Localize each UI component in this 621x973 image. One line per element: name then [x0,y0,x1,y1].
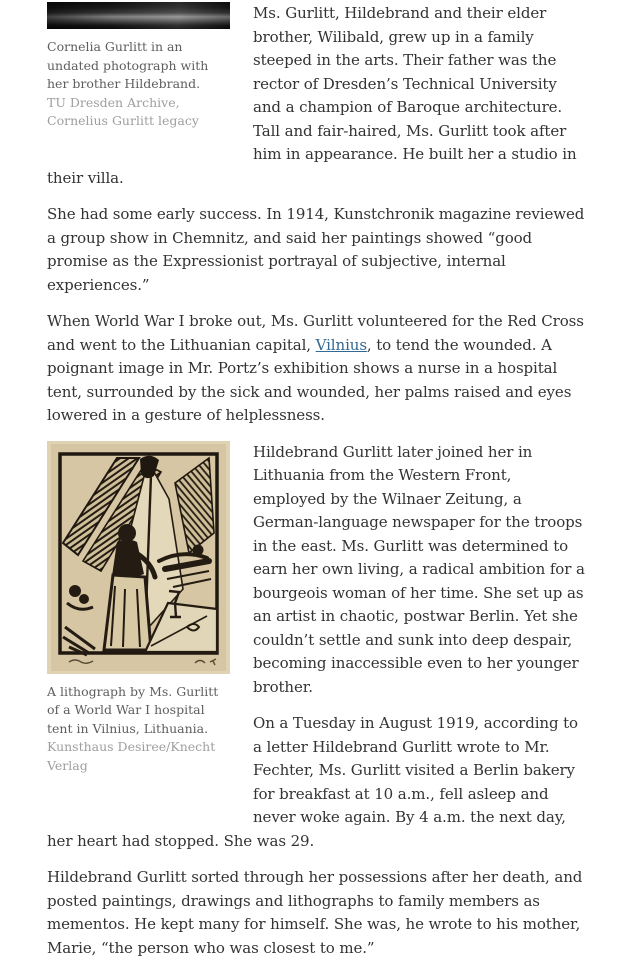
article-paragraph-2: She had some early success. In 1914, Kunstchronik magazine reviewed a group show in Chemnitz, and said her paintings showed “good promise as the Expressionist portrayal of subjective, internal experiences.” [47,205,585,294]
article-section-top [47,2,588,428]
article-section-lithograph [47,441,588,854]
lithograph-caption-credit: Kunsthaus Desiree/Knecht Verlag [47,739,216,773]
paragraph-3-text-after-link: , to tend the wounded. A poignant image in Mr. Portz’s exhibition shows a nurse in a hospital tent, surrounded by the sick and wounded, her palms raised and eyes lowered in a gesture of helplessness. [47,335,572,424]
article-paragraph-1: Ms. Gurlitt, Hildebrand and their elder brother, Wilibald, grew up in a family steeped in the arts. Their father was the rector of Dresden’s Technical University and a champion of Baroque architecture. Tall and fair-haired, Ms. Gurlitt took after him in appearance. He built her a studio in their villa. [47,4,577,187]
article-paragraph-5: On a Tuesday in August 1919, according to a letter Hildebrand Gurlitt wrote to Mr. Fechter, Ms. Gurlitt visited a Berlin bakery for breakfast at 10 a.m., fell asleep and never woke again. By 4 a.m. the next day, her heart had stopped. She was 29. [47,714,578,850]
vilnius-link[interactable]: Vilnius [315,335,367,354]
article-paragraph-3 [47,310,588,428]
lithograph-caption-text: A lithograph by Ms. Gurlitt of a World War I hospital tent in Vilnius, Lithuania. [47,683,219,736]
lithograph-caption [47,683,230,776]
article-paragraph-6: Hildebrand Gurlitt sorted through her possessions after her death, and posted paintings, drawings and lithographs to family members as mementos. He kept many for himself. She was, he wrote to his mother, Marie, “the person who was closest to me.” [47,868,583,957]
photograph-caption-credit: TU Dresden Archive, Cornelius Gurlitt legacy [47,94,199,128]
lithograph-image [47,441,230,674]
photograph-caption-text: Cornelia Gurlitt in an undated photograph with her brother Hildebrand. [47,39,209,91]
paragraph-3-text-before-link: When World War I broke out, Ms. Gurlitt volunteered for the Red Cross and went to the Lithuanian capital, [47,312,584,354]
photograph-caption [47,38,230,131]
figure-lithograph [47,441,230,801]
article-paragraph-4: Hildebrand Gurlitt later joined her in Lithuania from the Western Front, employed by the Wilnaer Zeitung, a German-language newspaper for the troops in the east. Ms. Gurlitt was determined to earn her own living, a radical ambition for a bourgeois woman of her time. She set up as an artist in chaotic, postwar Berlin. Yet she couldn’t settle and sunk into deep despair, becoming inaccessible even to her younger brother. [253,442,585,696]
photograph-image [47,2,230,29]
figure-photograph [47,2,230,154]
